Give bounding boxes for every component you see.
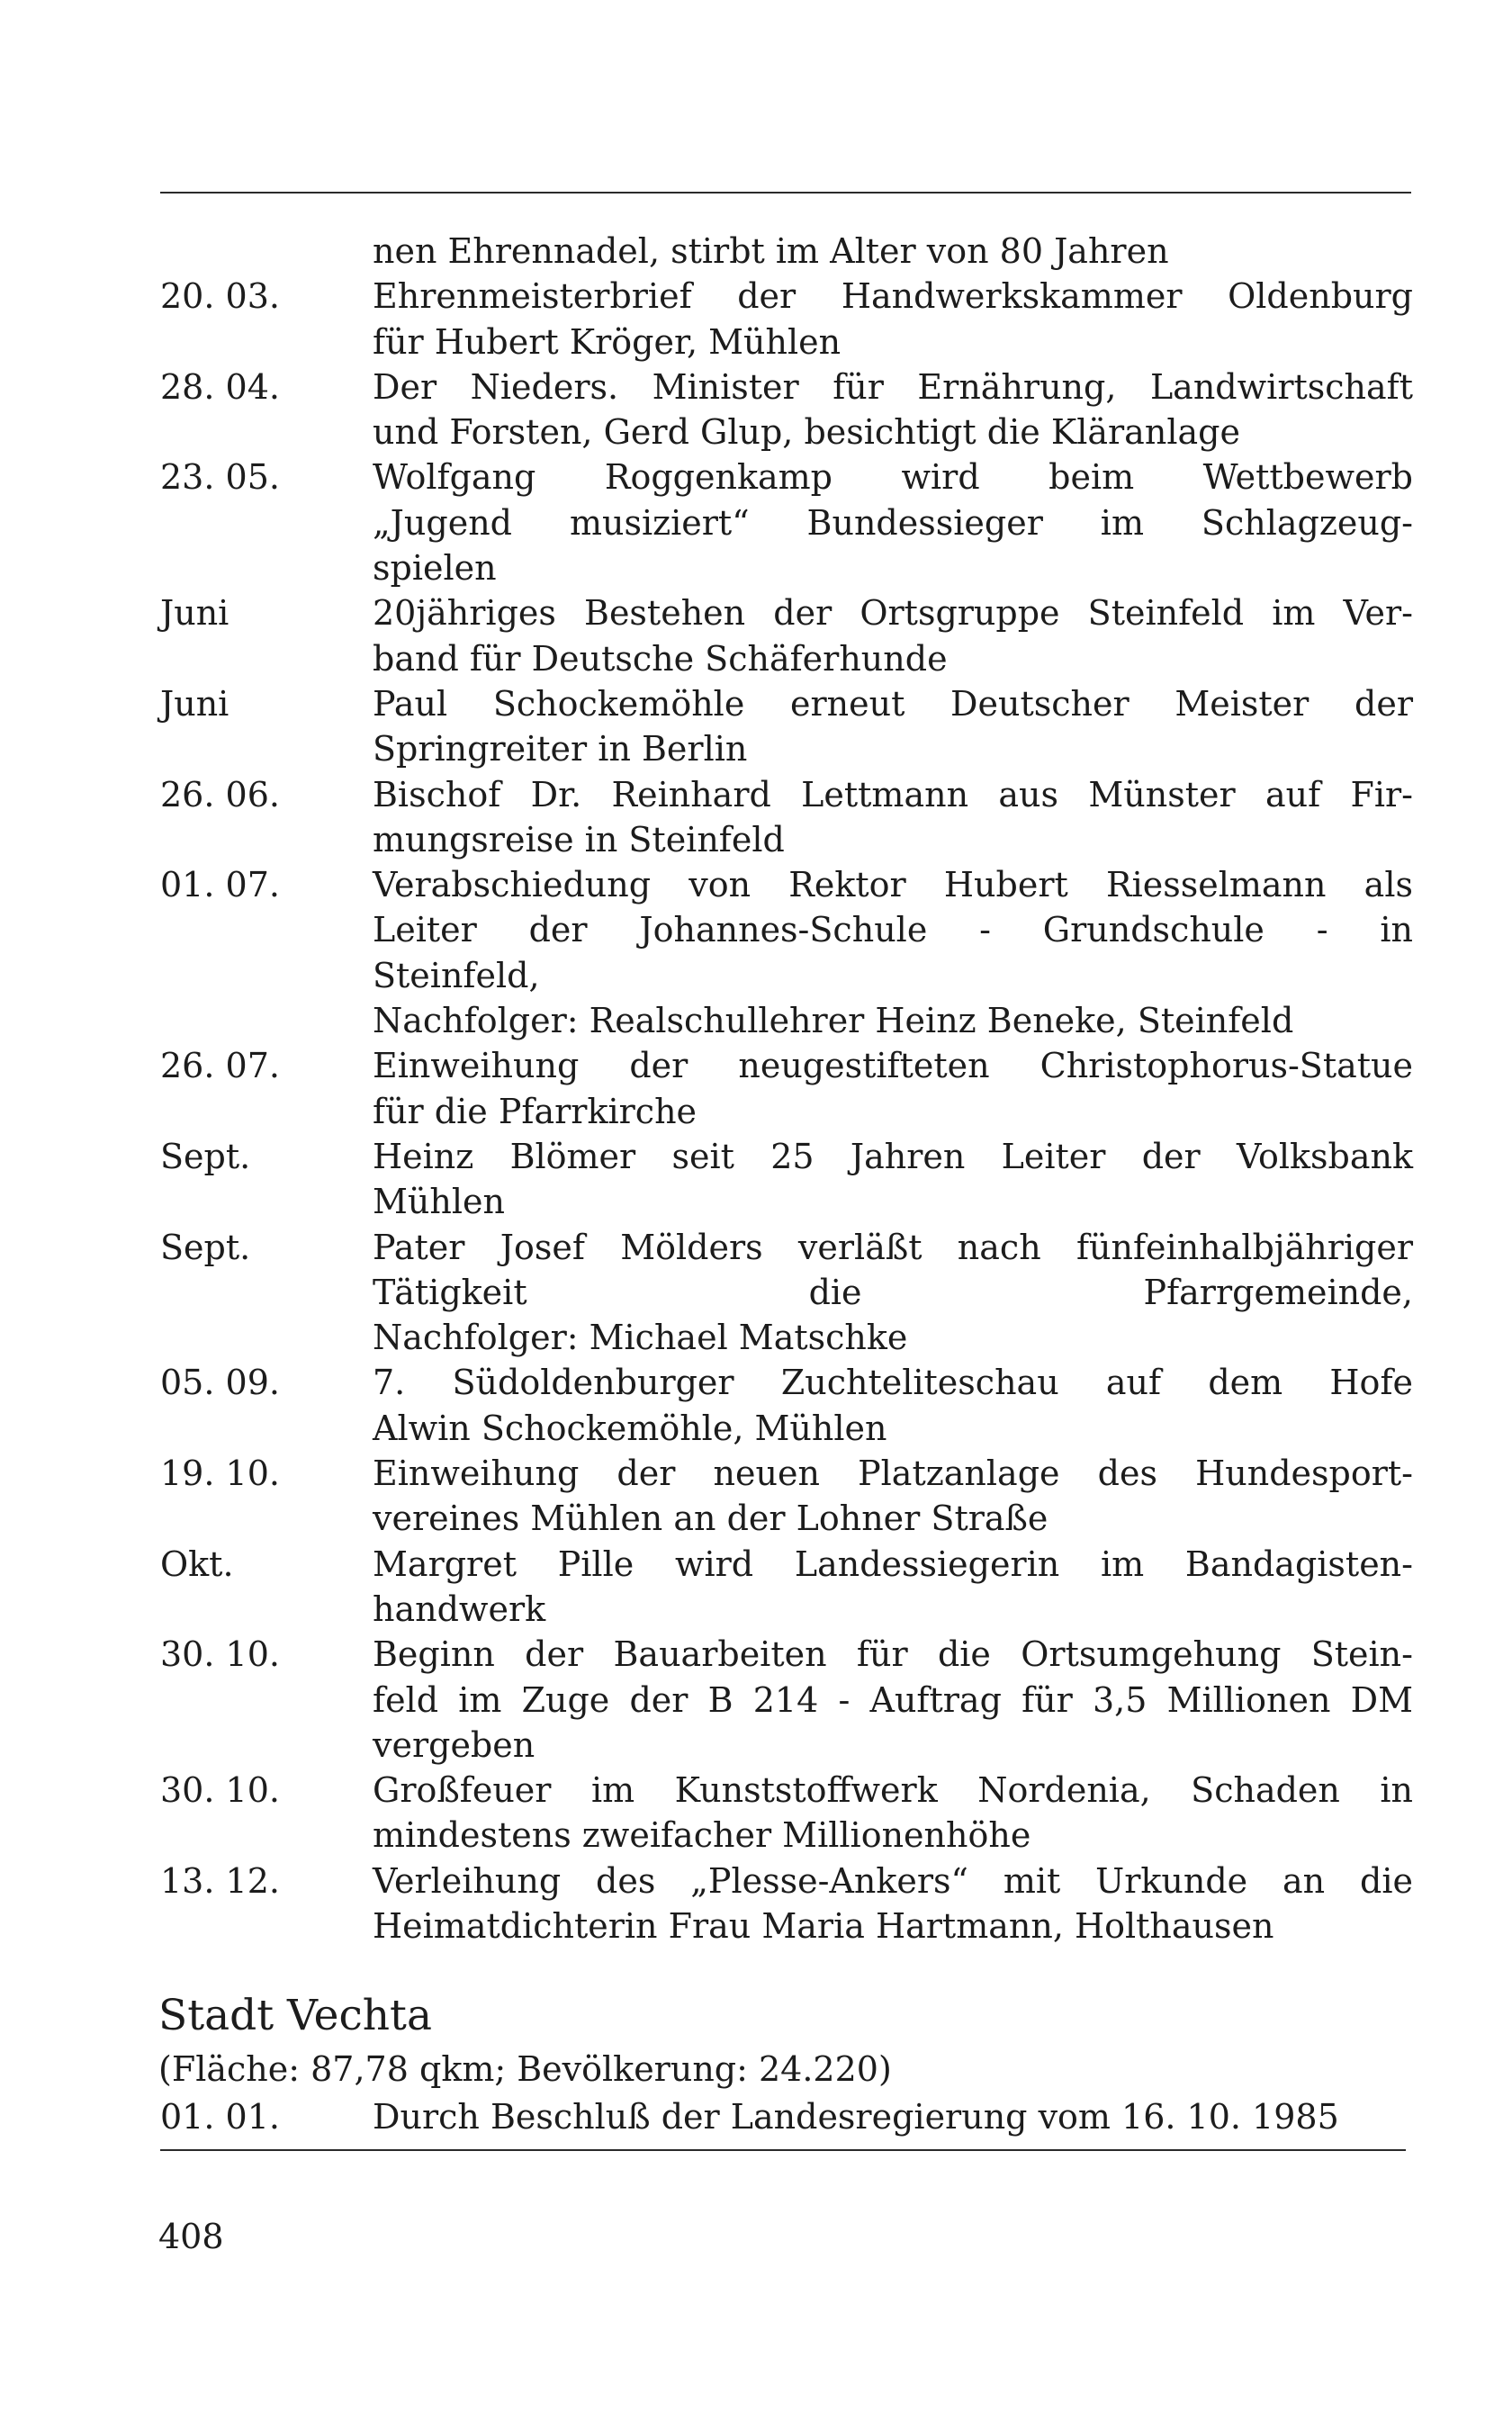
entry-date: 26. 06. <box>160 774 280 814</box>
entry-line: Bischof Dr. Reinhard Lettmann aus Münster auf Fir- <box>373 774 1413 814</box>
entry-line: vergeben <box>373 1724 536 1765</box>
chronicle-entry <box>160 1542 1413 1633</box>
entry-text <box>373 1768 1413 1858</box>
chronicle-entry <box>160 364 1413 455</box>
entry-line: Nachfolger: Michael Matschke <box>373 1318 908 1358</box>
chronicle-entry <box>160 590 1413 681</box>
entry-text <box>373 1542 1413 1633</box>
entry-text <box>373 772 1413 863</box>
entry-text <box>373 1858 1413 1949</box>
section-subtitle: (Fläche: 87,78 qkm; Bevölkerung: 24.220) <box>158 2049 892 2089</box>
entry-line: für die Pfarrkirche <box>373 1091 698 1131</box>
entry-date: Sept. <box>160 1227 251 1267</box>
entry-line: Pater Josef Mölders verläßt nach fünfeinhalbjähriger <box>373 1227 1413 1267</box>
entry-text <box>373 862 1413 1043</box>
entry-date: 30. 10. <box>160 1770 280 1811</box>
chronicle-entries <box>160 229 1413 1948</box>
entry-date: 13. 12. <box>160 1860 280 1901</box>
chronicle-entry <box>160 1632 1413 1768</box>
continuation-text <box>373 229 1413 274</box>
entry-text <box>373 274 1413 364</box>
entry-date: 26. 07. <box>160 1046 280 1086</box>
chronicle-entry <box>160 1225 1413 1361</box>
entry-line: Einweihung der neuen Platzanlage des Hundesport- <box>373 1454 1413 1494</box>
chronicle-entry <box>160 454 1413 590</box>
entry-text <box>373 364 1413 455</box>
entry-text <box>373 1360 1413 1451</box>
entry-line: 20jähriges Bestehen der Ortsgruppe Steinfeld im Ver- <box>373 593 1413 634</box>
entry-date: 28. 04. <box>160 366 280 407</box>
header-rule <box>160 192 1411 194</box>
entry-line: Margret Pille wird Landessiegerin im Bandagisten- <box>373 1544 1413 1584</box>
entry-line: Wolfgang Roggenkamp wird beim Wettbewerb <box>373 457 1413 498</box>
entry-line: „Jugend musiziert“ Bundessieger im Schlagzeug- <box>373 502 1413 543</box>
entry-line: Nachfolger: Realschullehrer Heinz Beneke, Steinfeld <box>373 1001 1294 1041</box>
entry-line: Verleihung des „Plesse-Ankers“ mit Urkunde an die <box>373 1860 1413 1901</box>
entry-line: Einweihung der neugestifteten Christophorus-Statue <box>373 1046 1413 1086</box>
entry-line: Der Nieders. Minister für Ernährung, Landwirtschaft <box>373 366 1413 407</box>
entry-text <box>373 681 1413 772</box>
entry-line: Leiter der Johannes-Schule - Grundschule - in <box>373 910 1413 950</box>
section-title: Stadt Vechta <box>158 1991 432 2040</box>
entry-line: Heimatdichterin Frau Maria Hartmann, Holthausen <box>373 1905 1274 1946</box>
entry-line: mindestens zweifacher Millionenhöhe <box>373 1815 1031 1856</box>
entry-line: handwerk <box>373 1588 546 1629</box>
entry-date: 20. 03. <box>160 276 280 317</box>
page-number: 408 <box>158 2217 224 2256</box>
chronicle-entry <box>160 862 1413 1043</box>
chronicle-entry <box>160 1134 1413 1225</box>
entry-date: 05. 09. <box>160 1363 280 1403</box>
entry-line: Großfeuer im Kunststoffwerk Nordenia, Schaden in <box>373 1770 1413 1811</box>
entry-line: feld im Zuge der B 214 - Auftrag für 3,5 Millionen DM <box>373 1679 1413 1720</box>
entry-text <box>373 590 1413 681</box>
entry-line: Paul Schockemöhle erneut Deutscher Meister der <box>373 683 1413 724</box>
continuation-entry <box>160 229 1413 274</box>
chronicle-entry <box>160 274 1413 364</box>
chronicle-entry <box>160 1360 1413 1451</box>
chronicle-entry <box>160 1451 1413 1542</box>
entry-line: Verabschiedung von Rektor Hubert Riesselmann als <box>373 865 1413 905</box>
chronicle-entry <box>160 1768 1413 1858</box>
entry-line: Beginn der Bauarbeiten für die Ortsumgehung Stein- <box>373 1634 1413 1675</box>
entry-text <box>373 1451 1413 1542</box>
entry-date: 01. 07. <box>160 865 280 905</box>
entry-line: Tätigkeit die Pfarrgemeinde, <box>373 1272 1413 1312</box>
entry-date: Sept. <box>160 1136 251 1176</box>
chronicle-entry <box>160 1858 1413 1949</box>
entry-date: 30. 10. <box>160 1634 280 1675</box>
entry-text <box>373 1043 1413 1134</box>
entry-line: Mühlen <box>373 1182 505 1222</box>
entry-line: für Hubert Kröger, Mühlen <box>373 321 842 362</box>
entry-date: Okt. <box>160 1544 234 1584</box>
entry-line: 7. Südoldenburger Zuchteliteschau auf dem Hofe <box>373 1363 1413 1403</box>
entry-date: 19. 10. <box>160 1454 280 1494</box>
entry-text <box>373 2095 1413 2138</box>
entry-line: Durch Beschluß der Landesregierung vom 16. 10. 1985 <box>373 2097 1339 2137</box>
entry-line: mungsreise in Steinfeld <box>373 819 785 860</box>
entry-line: Springreiter in Berlin <box>373 729 748 770</box>
entry-line: Heinz Blömer seit 25 Jahren Leiter der Volksbank <box>373 1136 1413 1176</box>
entry-line: vereines Mühlen an der Lohner Straße <box>373 1498 1048 1539</box>
footer-rule <box>160 2149 1406 2151</box>
entry-date: Juni <box>160 593 230 634</box>
entry-line: und Forsten, Gerd Glup, besichtigt die Kläranlage <box>373 412 1240 453</box>
entry-line: Ehrenmeisterbrief der Handwerkskammer Oldenburg <box>373 276 1413 317</box>
entry-date: 01. 01. <box>160 2097 280 2137</box>
chronicle-entry <box>160 772 1413 863</box>
chronicle-entry <box>160 1043 1413 1134</box>
entry-line: Steinfeld, <box>373 955 540 995</box>
chronicle-entry <box>160 681 1413 772</box>
entry-line: spielen <box>373 548 497 589</box>
entry-line: band für Deutsche Schäferhunde <box>373 638 948 679</box>
entry-text <box>373 454 1413 590</box>
section-first-entry <box>160 2095 1413 2138</box>
entry-date: Juni <box>160 683 230 724</box>
entry-date: 23. 05. <box>160 457 280 498</box>
entry-line: Alwin Schockemöhle, Mühlen <box>373 1408 887 1448</box>
entry-text <box>373 1134 1413 1225</box>
entry-text <box>373 1225 1413 1361</box>
entry-text <box>373 1632 1413 1768</box>
entry-line: nen Ehrennadel, stirbt im Alter von 80 Jahren <box>373 231 1169 271</box>
